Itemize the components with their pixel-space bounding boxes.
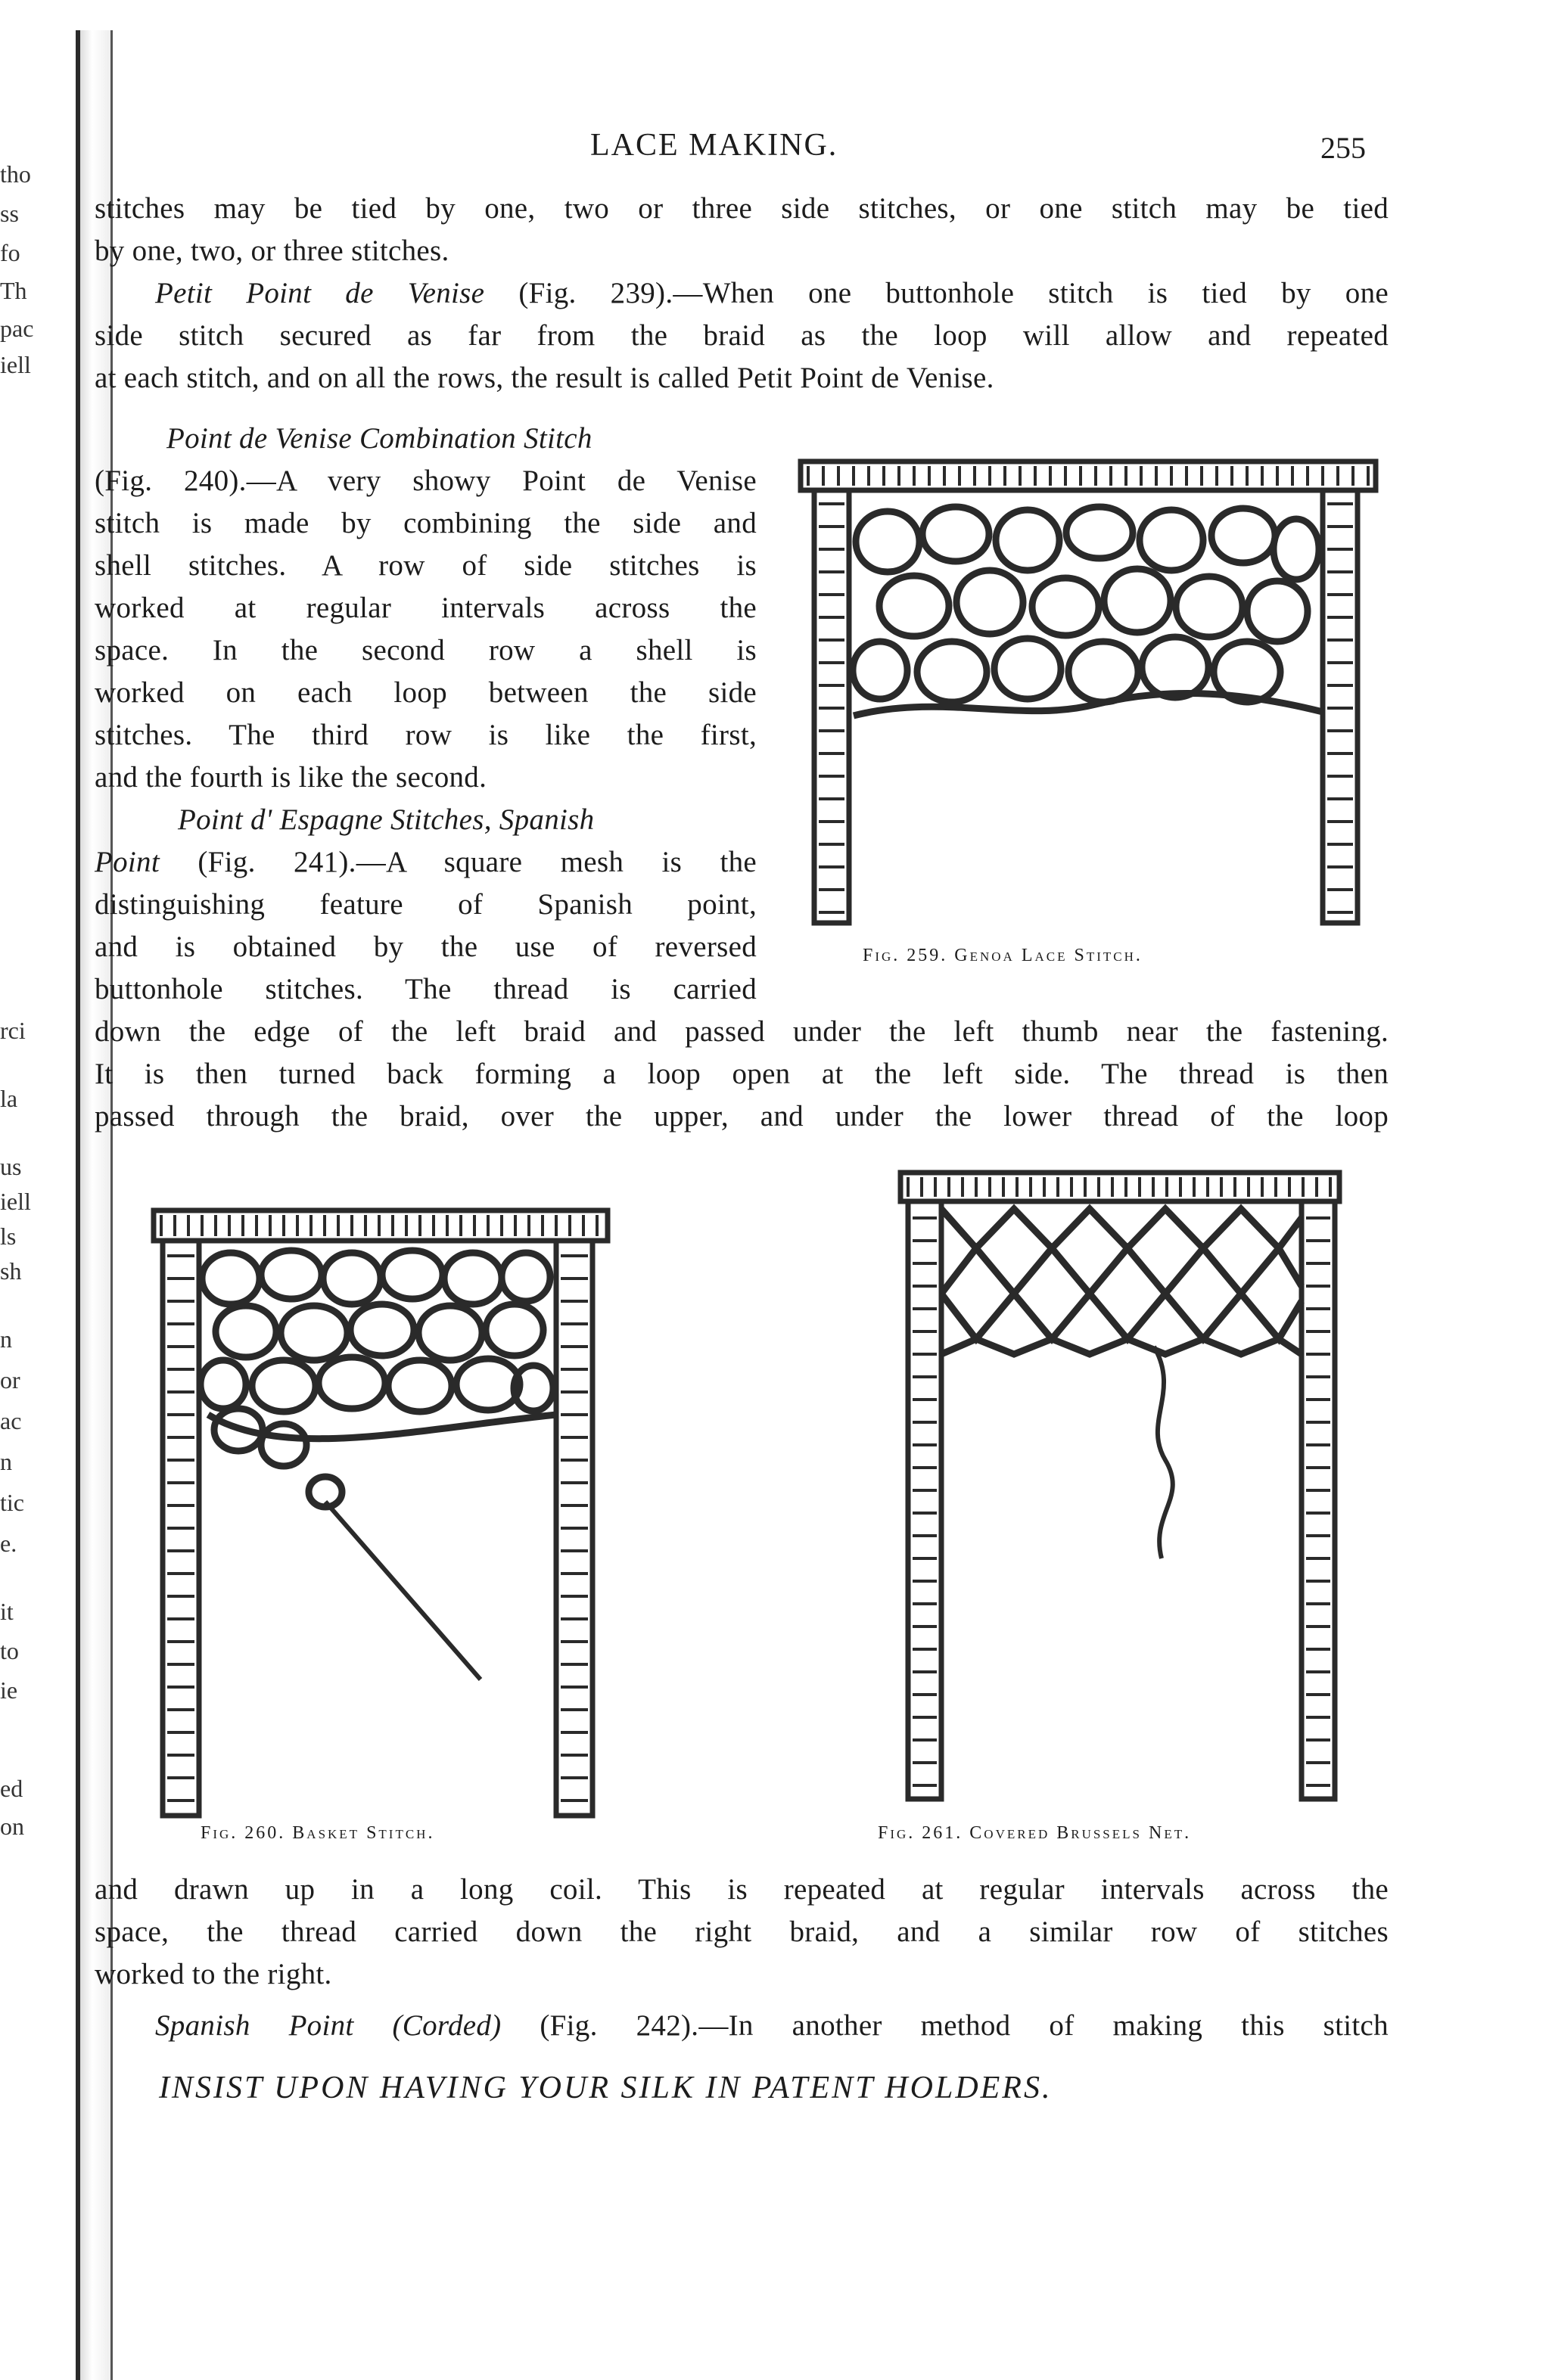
stitch-title: Point <box>95 846 160 878</box>
edge-fragment: pac <box>0 315 34 342</box>
running-title: LACE MAKING. <box>590 128 838 163</box>
paragraph-1 <box>95 188 1389 272</box>
figure-260-caption: Fig. 260. Basket Stitch. <box>201 1823 435 1843</box>
edge-fragment: iell <box>0 351 31 378</box>
text-line: worked to the right. <box>95 1958 332 1990</box>
text-line: side stitch secured as far from the braid as the loop will allow and repeated <box>95 319 1389 352</box>
text-line: It is then turned back forming a loop open at the left side. The thread is then <box>95 1058 1389 1090</box>
edge-fragment: fo <box>0 239 20 266</box>
text-line: and drawn up in a long coil. This is repeated at regular intervals across the <box>95 1873 1389 1906</box>
text-line <box>95 799 757 841</box>
page-number: 255 <box>1320 131 1366 165</box>
text-line: and the fourth is like the second. <box>95 761 487 794</box>
edge-fragment: iell <box>0 1188 31 1215</box>
text-line: and is obtained by the use of reversed <box>95 931 757 963</box>
text-line <box>95 2005 1389 2047</box>
text-line: shell stitches. A row of side stitches is <box>95 549 757 582</box>
paragraph-3 <box>95 418 757 799</box>
text-line: passed through the braid, over the upper, and under the lower thread of the loop <box>95 1100 1389 1133</box>
braid-top <box>801 461 1376 490</box>
mesh-loops <box>201 1251 556 1507</box>
edge-fragment: ac <box>0 1407 22 1434</box>
edge-fragment: n <box>0 1325 12 1353</box>
text-line <box>95 418 757 460</box>
stitch-title: Petit Point de Venise <box>155 277 485 309</box>
edge-fragment: la <box>0 1085 18 1112</box>
stitch-title: Point d' Espagne Stitches, Spanish <box>178 803 595 836</box>
stitch-title: Point de Venise Combination Stitch <box>166 422 592 455</box>
text-run: (Fig. 239).—When one buttonhole stitch is tied by one <box>518 277 1389 309</box>
edge-fragment: it <box>0 1598 14 1625</box>
figure-259-caption: Fig. 259. Genoa Lace Stitch. <box>863 946 1143 965</box>
left-edge-fragments <box>0 159 72 1841</box>
paragraph-2 <box>95 272 1389 399</box>
edge-fragment: or <box>0 1366 20 1394</box>
footer-advert: INSIST UPON HAVING YOUR SILK IN PATENT HOLDERS. <box>159 2071 1053 2105</box>
mesh-loops <box>853 507 1323 716</box>
braid-hatching <box>808 466 1368 912</box>
text-line: down the edge of the left braid and passed under the left thumb near the fastening. <box>95 1015 1389 1048</box>
edge-fragment: ls <box>0 1223 17 1250</box>
stitch-title: Spanish Point (Corded) <box>155 2009 502 2042</box>
text-line: distinguishing feature of Spanish point, <box>95 888 757 921</box>
figure-259-illustration <box>793 451 1391 935</box>
edge-fragment: ss <box>0 200 19 227</box>
edge-fragment: sh <box>0 1257 22 1285</box>
text-run: (Fig. 242).—In another method of making this stitch <box>540 2009 1389 2042</box>
text-line: space. In the second row a shell is <box>95 634 757 666</box>
edge-fragment: tic <box>0 1489 24 1516</box>
edge-fragment: on <box>0 1813 24 1840</box>
text-line: by one, two, or three stitches. <box>95 235 449 267</box>
edge-fragment: Th <box>0 277 27 304</box>
braid-top <box>900 1173 1339 1201</box>
text-line <box>95 272 1389 315</box>
text-line: stitches may be tied by one, two or three side stitches, or one stitch may be tied <box>95 192 1389 225</box>
text-line <box>95 841 757 884</box>
text-line: (Fig. 240).—A very showy Point de Venise <box>95 465 757 497</box>
figure-261-caption: Fig. 261. Covered Brussels Net. <box>878 1823 1192 1843</box>
paragraph-4 <box>95 799 757 1011</box>
net-mesh <box>941 1209 1302 1354</box>
edge-fragment: us <box>0 1153 22 1180</box>
edge-fragment: ie <box>0 1676 18 1704</box>
paragraph-5 <box>95 1869 1389 1996</box>
text-line: buttonhole stitches. The thread is carried <box>95 973 757 1005</box>
edge-fragment: ed <box>0 1775 23 1802</box>
edge-fragment: n <box>0 1448 12 1475</box>
braid-right <box>1302 1201 1335 1799</box>
braid-hatching <box>908 1177 1330 1785</box>
loose-thread <box>1154 1347 1173 1558</box>
edge-fragment: to <box>0 1637 19 1664</box>
text-line: at each stitch, and on all the rows, the result is called Petit Point de Venise. <box>95 362 994 394</box>
edge-fragment: e. <box>0 1530 17 1557</box>
text-line: stitches. The third row is like the first, <box>95 719 757 751</box>
text-line: worked at regular intervals across the <box>95 592 757 624</box>
text-run: (Fig. 241).—A square mesh is the <box>197 846 757 878</box>
text-line: worked on each loop between the side <box>95 676 757 709</box>
edge-fragment: rci <box>0 1017 26 1044</box>
figure-261-illustration <box>893 1165 1347 1808</box>
edge-fragment: tho <box>0 160 31 188</box>
figure-260-illustration <box>148 1203 617 1823</box>
text-line: space, the thread carried down the right braid, and a similar row of stitches <box>95 1915 1389 1948</box>
needle <box>325 1502 481 1679</box>
paragraph-4-continued <box>95 1011 1389 1138</box>
text-line: stitch is made by combining the side and <box>95 507 757 539</box>
braid-left <box>908 1201 941 1799</box>
paragraph-6 <box>95 2005 1389 2047</box>
